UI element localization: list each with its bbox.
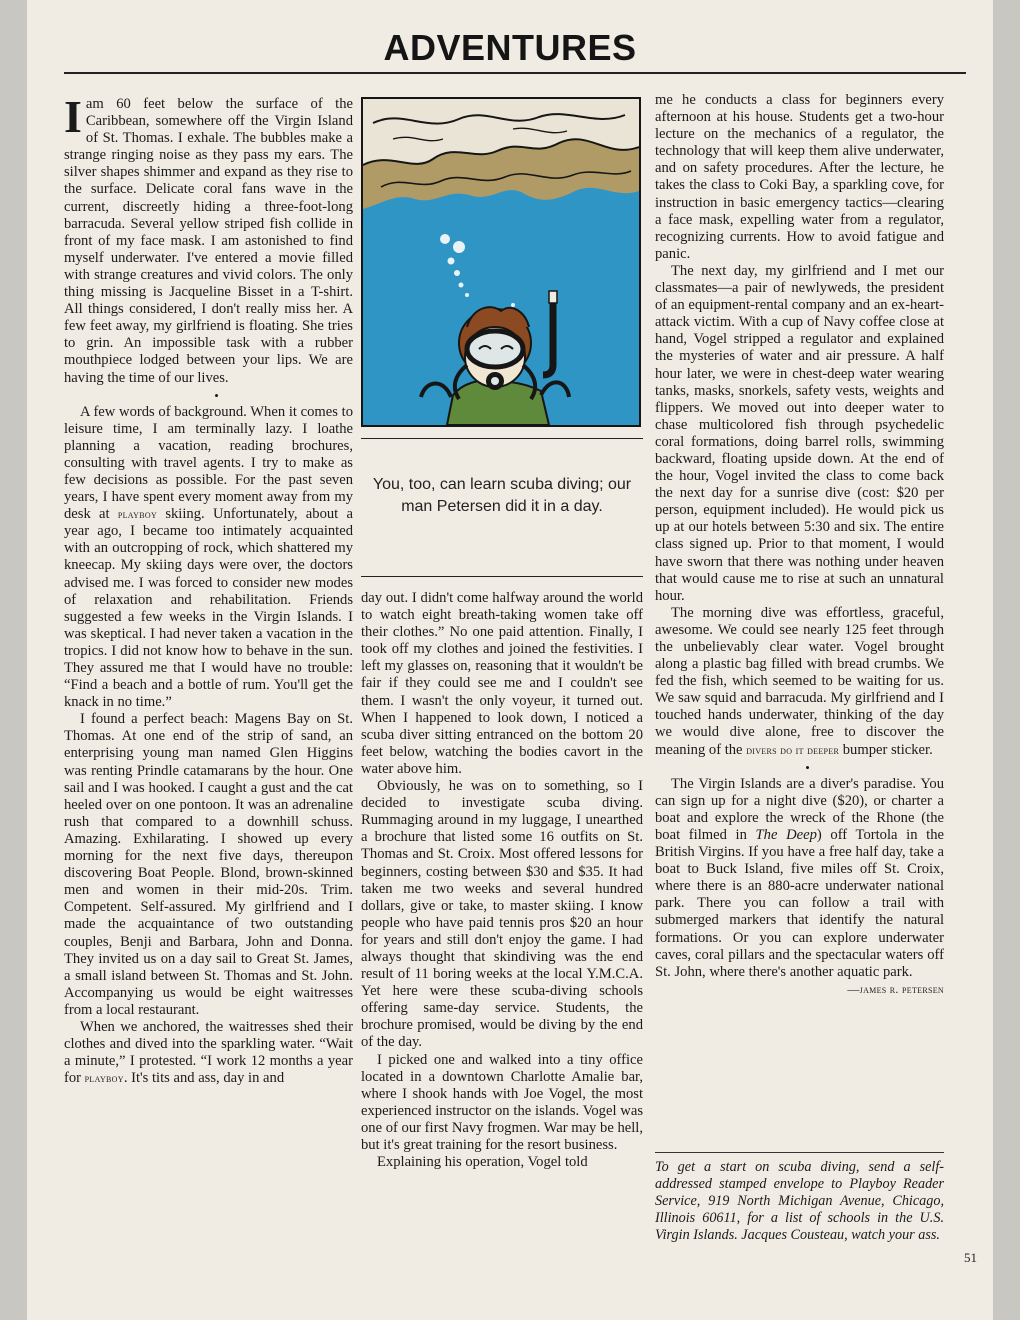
heading-rule — [64, 72, 966, 74]
paragraph: I found a perfect beach: Magens Bay on St. Thomas. At one end of the strip of sand, an enterprising young man named Glen Higgins was renting Prindle catamarans by the hour. One sail and I was hooked. I caught a gust and the cat heeled over on one pontoon. It was an adrenaline rush that compared to a downhill schuss. Amazing. Exhilarating. I showed up every morning for the next five days, thereupon discovering Boat People. Blond, brown-skinned men and women in their mid-20s. Trim. Competent. Self-assured. My girlfriend and I made the acquaintance of two outstanding couples, Benji and Barbara, John and Donna. They invited us on a day sail to Great St. James, a small island between St. Thomas and St. John. Accompanying us would be eight waitresses from a local restaurant. — [64, 711, 353, 1018]
section-bullet: • — [805, 759, 810, 775]
scuba-illustration — [361, 97, 641, 427]
paragraph: me he conducts a class for beginners every afternoon at his house. Students get a two-hour lecture on the mechanics of a regulator, the technology that will keep them alive underwater, and on safety procedures. After the lecture, he takes the class to Coki Bay, a sparkling cove, for instruction in basic emergency tactics—clearing a face mask, expelling water from a regulator, recognizing currents. How to avoid fatigue and panic. — [655, 92, 944, 262]
paragraph: The next day, my girlfriend and I met our classmates—a pair of newlyweds, the president of an equipment-rental company and an ex-heart-attack victim. With a cup of Navy coffee close at hand, Vogel stripped a regulator and explained the mysteries of water and air pressure. A half hour later, we were in chest-deep water wearing tanks, masks, snorkels, safety vests, weights and flippers. We moved out into deeper water to chase multicolored fish through psychedelic coral formations, doing barrel rolls, swimming backward, floating upside down. At the end of the hour, Vogel invited the class to come back the next day for a sunrise dive (cost: $20 per person, equipment included). He would pick us up at our hotels between 5:30 and six. The entire class signed up. Prior to that moment, I would have sworn that there was nothing under heaven that would cause me to rise at such an unnatural hour. — [655, 262, 944, 604]
magazine-name: playboy — [84, 1071, 124, 1086]
column-2 — [361, 590, 643, 1171]
paragraph: The morning dive was effortless, graceful, awesome. We could see nearly 125 feet through the unbelievably clear water. Vogel brought along a plastic bag filled with bread crumbs. We fed the fish, which seemed to be waiting for us. We saw squid and barracuda. My girlfriend and I touched hands underwater, thinking of the day we would dive alone, free to discover the meaning of the divers do it deeper bumper sticker. — [655, 604, 944, 758]
opening-paragraph: I am 60 feet below the surface of the Caribbean, somewhere off the Virgin Island of St. Thomas. I exhale. The bubbles make a strange ringing noise as they pass my ears. The silver shapes shimmer and expand as they rise to the surface. Delicate coral fans wave in the current, discreetly hiding a three-foot-long barracuda. Several yellow striped fish collide in front of my face mask. I am astonished to find myself underwater. I've entered a movie filled with strange creatures and vivid colors. The only thing missing is Jacqueline Bisset in a T-shirt. All things considered, I don't really miss her. A few feet away, my girlfriend is floating. She tries to grin. An impossible task with a rubber mouthpiece lodged between your lips. We are having the time of our lives. — [64, 91, 353, 386]
paragraph: A few words of background. When it comes to leisure time, I am terminally lazy. I loathe planning a vacation, reading brochures, consulting with travel agents. I try to make as few decisions as possible. For the past seven years, I have spent every moment away from my desk at playboy skiing. Unfortunately, about a year ago, I became too intimately acquainted with an outcropping of rock, which shattered my kneecap. My skiing days were over, the doctors advised me. I was forced to consider new modes of relaxation and rehabilitation. Friends suggested a few weeks in the Virgin Islands. I was skeptical. I had never taken a vacation in the tropics. I did not know how to behave in the sun. They assured me that I would have no trouble: “Find a beach and a bottle of rum. You'll get the knack in no time.” — [64, 403, 353, 711]
caption-rule — [361, 576, 643, 577]
author-byline: —james r. petersen — [847, 981, 944, 996]
section-bullet: • — [214, 387, 219, 403]
diver-drawing — [363, 99, 639, 425]
drop-cap: I — [64, 91, 82, 142]
column-3 — [655, 92, 944, 998]
paragraph: Explaining his operation, Vogel told — [377, 1154, 588, 1171]
column-1 — [64, 91, 353, 1087]
bumper-sticker-text: divers do it deeper — [746, 742, 840, 757]
paragraph: I picked one and walked into a tiny office located in a downtown Charlotte Amalie bar, where I shook hands with Joe Vogel, the most experienced instructor on the islands. Vogel was one of our first Navy frogmen. War may be hell, but it's great training for the resort business. — [361, 1051, 643, 1153]
paragraph: The Virgin Islands are a diver's paradise. You can sign up for a night dive ($20), or charter a boat and explore the wreck of the Rhone (the boat filmed in The Deep) off Tortola in the British Virgins. If you have a free half day, take a boat to Buck Island, five miles off St. Croix, where there is an 880-acre underwater national park. There you can follow a trail with submerged markers that identify the natural formations. Or you can explore underwater caves, coral pillars and the spectacular waters off St. John, where there's another aquatic park. —james r. petersen — [655, 776, 944, 981]
paragraph: day out. I didn't come halfway around the world to watch eight breath-taking women take off their clothes.” No one paid attention. Finally, I took off my clothes and joined the festivities. I left my glasses on, reasoning that it wouldn't be fair if they could see me and I couldn't see them. I wasn't the only voyeur, it turned out. When I happened to look down, I noticed a scuba diver sitting entranced on the bottom 20 feet below, watching the bodies cavort in the water above him. — [361, 590, 643, 777]
section-heading: ADVENTURES — [383, 27, 637, 68]
page-number: 51 — [964, 1250, 977, 1265]
magazine-name: playboy — [117, 507, 158, 522]
reader-service-note: To get a start on scuba diving, send a self-addressed stamped envelope to Playboy Reader Service, 919 North Michigan Avenue, Chicago, Illinois 60611, for a list of schools in the U.S. Virgin Islands. Jacques Cousteau, watch your ass. — [655, 1152, 944, 1244]
caption-rule — [361, 438, 643, 439]
magazine-page — [27, 0, 993, 1320]
paragraph: Obviously, he was on to something, so I decided to investigate scuba diving. Rummaging around in my luggage, I unearthed a brochure that listed some 16 outfits on St. Thomas and St. Croix. Most offered lessons for beginners, costing between $30 and $35. It had taken me two weeks and several hundred dollars, give or take, to master skiing. I know people who have paid tennis pros $20 an hour for years and still don't enjoy the game. I had always thought that skindiving was the end result of 11 boring weeks at the local Y.M.C.A. Yet here were these scuba-diving schools offering same-day service. Students, the brochure promised, would be diving by the end of the day. — [361, 778, 643, 1051]
paragraph: When we anchored, the waitresses shed their clothes and dived into the sparkling water. “Wait a minute,” I protested. “I work 12 months a year for playboy. It's tits and ass, day in and — [64, 1018, 353, 1087]
photo-caption: You, too, can learn scuba diving; our man Petersen did it in a day. — [372, 476, 632, 515]
film-title: The Deep — [755, 826, 817, 843]
